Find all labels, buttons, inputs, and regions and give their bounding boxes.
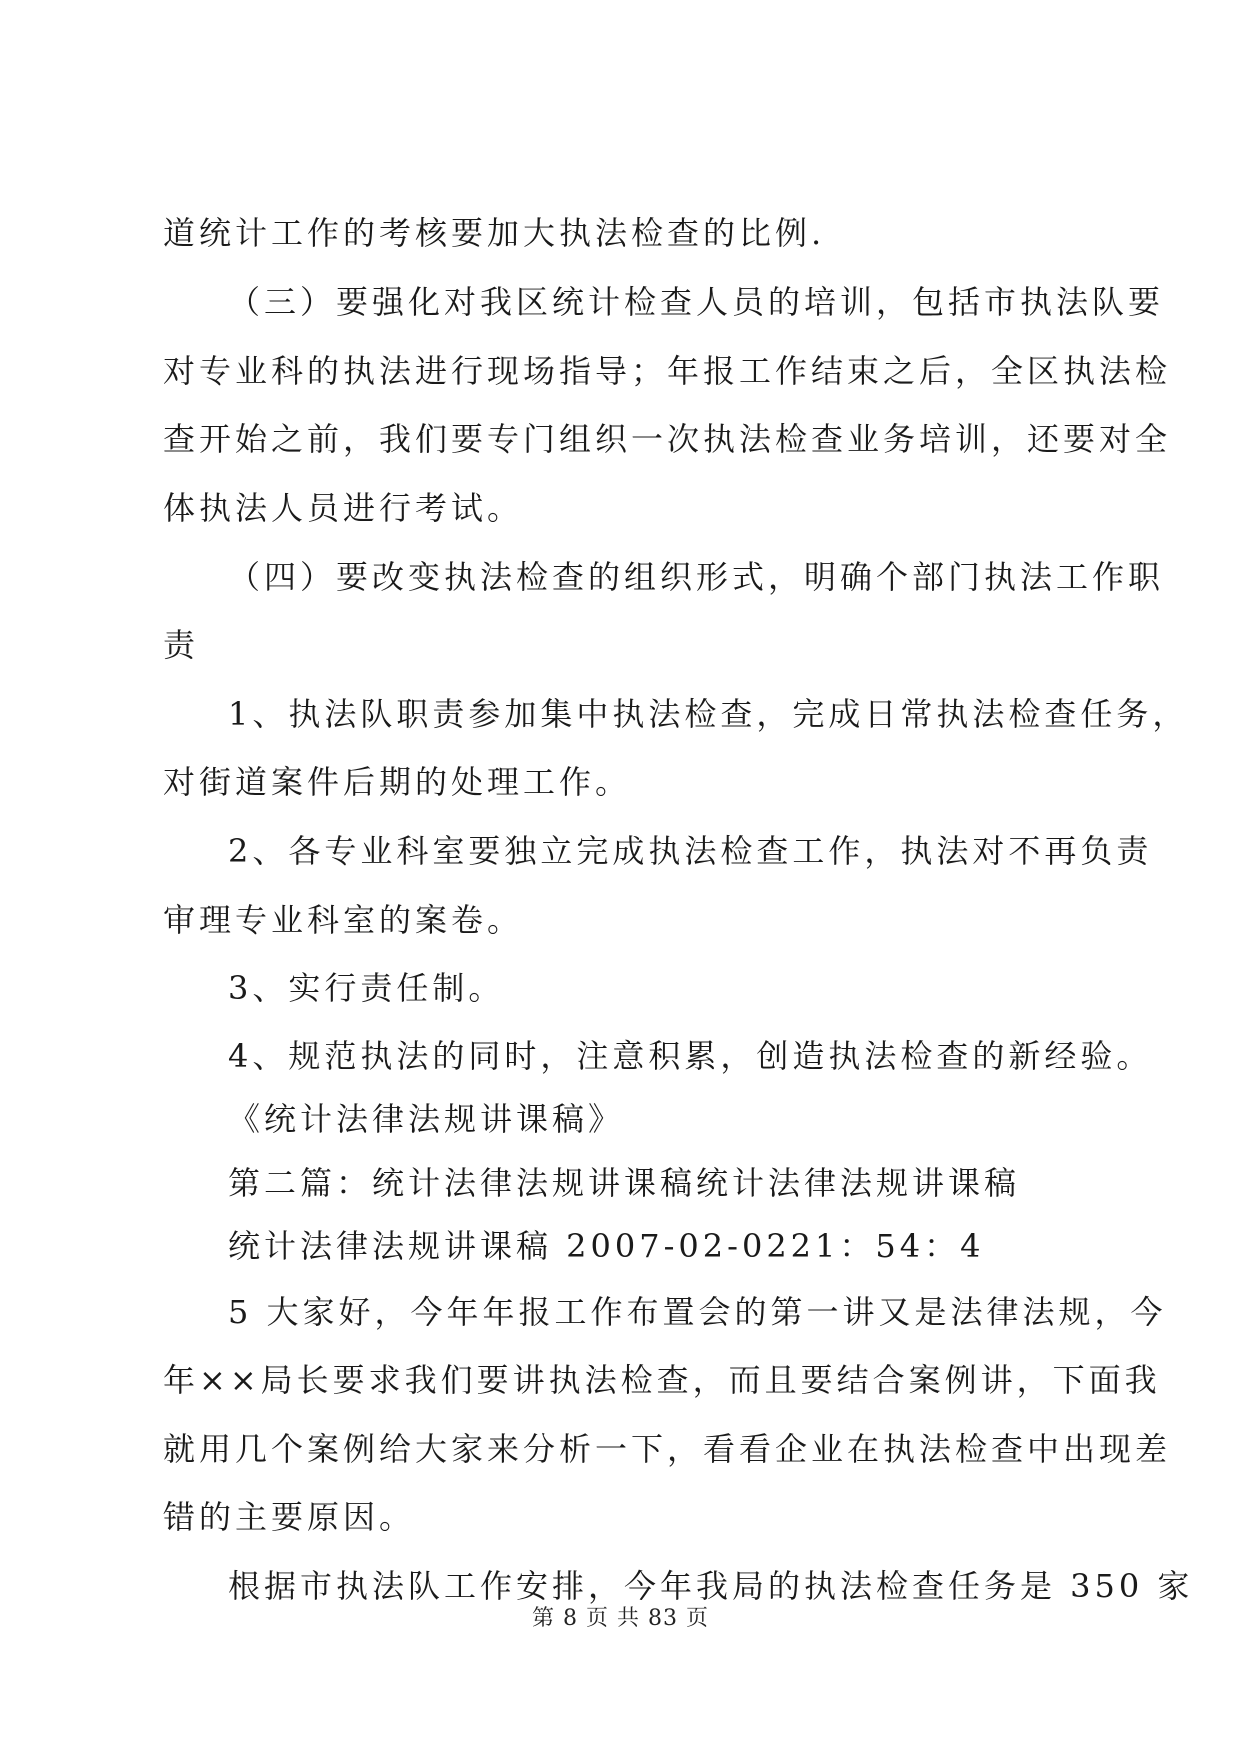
text-line: 4、规范执法的同时，注意积累，创造执法检查的新经验。 — [228, 1037, 1153, 1075]
text-line: 5 大家好，今年年报工作布置会的第一讲又是法律法规，今 — [228, 1293, 1167, 1331]
text-line: 审理专业科室的案卷。 — [163, 901, 524, 939]
text-line: 1、执法队职责参加集中执法检查，完成日常执法检查任务， — [228, 695, 1189, 733]
text-line: 2、各专业科室要独立完成执法检查工作，执法对不再负责 — [228, 832, 1153, 870]
text-line: 道统计工作的考核要加大执法检查的比例. — [163, 214, 826, 252]
text-line: 对专业科的执法进行现场指导；年报工作结束之后，全区执法检 — [163, 352, 1172, 390]
page-footer: 第 8 页 共 83 页 — [532, 1606, 709, 1631]
text-line: 《统计法律法规讲课稿》 — [228, 1100, 625, 1138]
text-line: 第二篇：统计法律法规讲课稿统计法律法规讲课稿 — [228, 1164, 1021, 1202]
text-line: 年××局长要求我们要讲执法检查，而且要结合案例讲，下面我 — [163, 1361, 1161, 1399]
text-line: 体执法人员进行考试。 — [163, 489, 524, 527]
text-line: 统计法律法规讲课稿 2007-02-0221：54：4 — [228, 1227, 985, 1265]
text-line: 对街道案件后期的处理工作。 — [163, 763, 632, 801]
text-line: 错的主要原因。 — [163, 1498, 416, 1536]
text-line: 查开始之前，我们要专门组织一次执法检查业务培训，还要对全 — [163, 420, 1172, 458]
text-line: （三）要强化对我区统计检查人员的培训，包括市执法队要 — [228, 283, 1165, 321]
text-line: 责 — [163, 626, 200, 664]
text-line: 3、实行责任制。 — [228, 969, 505, 1007]
text-line: 根据市执法队工作安排，今年我局的执法检查任务是 350 家 — [228, 1567, 1194, 1605]
text-line: 就用几个案例给大家来分析一下，看看企业在执法检查中出现差 — [163, 1430, 1172, 1468]
text-line: （四）要改变执法检查的组织形式，明确个部门执法工作职 — [228, 558, 1165, 596]
